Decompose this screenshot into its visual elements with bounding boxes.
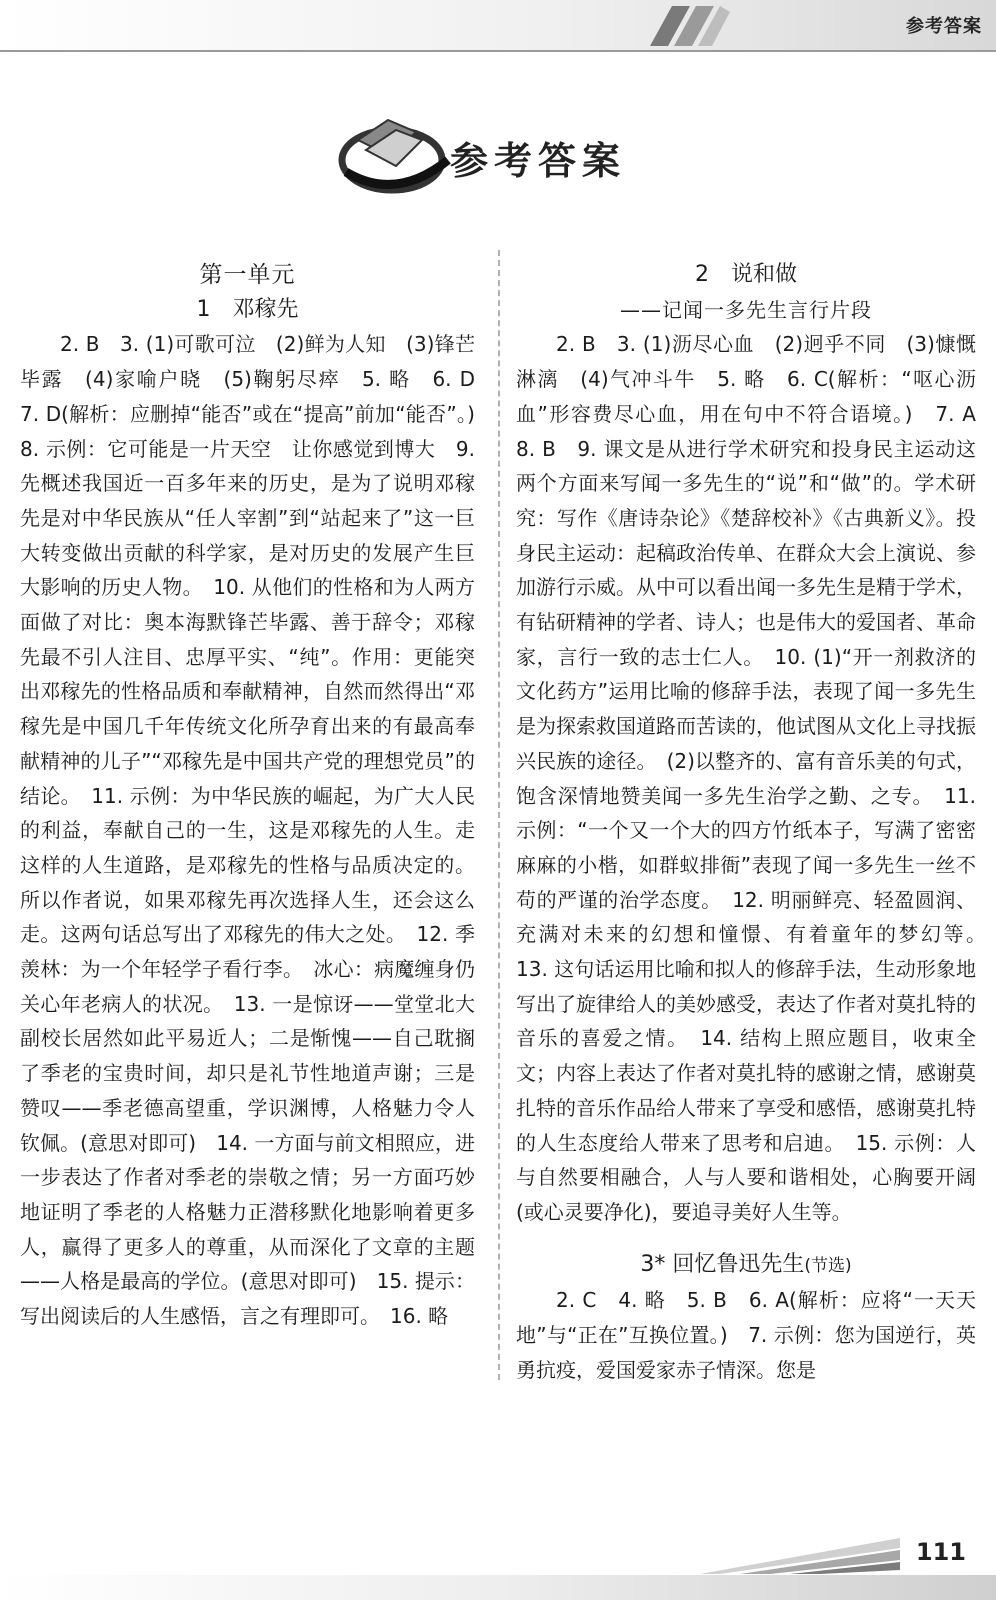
header-band xyxy=(0,0,996,50)
lesson-1-heading: 1 邓稼先 xyxy=(196,296,299,322)
column-divider xyxy=(498,250,500,1380)
page-title: 参考答案 xyxy=(450,139,627,183)
left-column xyxy=(20,258,495,1334)
page-number: 111 xyxy=(915,1538,966,1566)
lesson-3-note: (节选) xyxy=(804,1255,852,1276)
book-logo-icon xyxy=(336,110,456,200)
header-rule xyxy=(0,50,996,52)
footer-band xyxy=(0,1575,996,1600)
lesson-3-title: 3* 回忆鲁迅先生 xyxy=(640,1251,805,1277)
header-stripes-decoration xyxy=(640,6,730,46)
lesson-2-answers: 2. B 3. (1)沥尽心血 (2)迥乎不同 (3)慷慨淋漓 (4)气冲斗牛 5. 略 6. C(解析：“呕心沥血”形容费尽心血，用在句中不符合语境。) 7. A 8. B 9. 课文是从进行学术研究和投身民主运动这两个方面来写闻一多先生的“说”和“做”的。学术研究：写作《唐诗杂论》《楚辞校补》《古典新义》。投身民主运动：起稿政治传单、在群众大会上演说、参加游行示威。从中可以看出闻一多先生是精于学术，有钻研精神的学者、诗人；也是伟大的爱国者、革命家，言行一致的志士仁人。 10. (1)“开一剂救济的文化药方”运用比喻的修辞手法，表现了闻一多先生是为探索救国道路而苦读的，他试图从文化上寻找振兴民族的途径。 (2)以整齐的、富有音乐美的句式，饱含深情地赞美闻一多先生治学之勤、之专。 11. 示例：“一个又一个大的四方竹纸本子，写满了密密麻麻的小楷，如群蚁排衙”表现了闻一多先生一丝不苟的严谨的治学态度。 12. 明丽鲜亮、轻盈圆润、充满对未来的幻想和憧憬、有着童年的梦幻等。 13. 这句话运用比喻和拟人的修辞手法，生动形象地写出了旋律给人的美妙感受，表达了作者对莫扎特的音乐的喜爱之情。 14. 结构上照应题目，收束全文；内容上表达了作者对莫扎特的感谢之情，感谢莫扎特的音乐作品给人带来了享受和感悟，感谢莫扎特的人生态度给人带来了思考和启迪。 15. 示例：人与自然要相融合，人与人要和谐相处，心胸要开阔(或心灵要净化)，要追寻美好人生等。 xyxy=(516,332,996,1224)
lesson-2-subtitle: ——记闻一多先生言行片段 xyxy=(620,297,872,322)
running-header: 参考答案 xyxy=(906,16,982,37)
lesson-1-answers: 2. B 3. (1)可歌可泣 (2)鲜为人知 (3)锋芒毕露 (4)家喻户晓 (5)鞠躬尽瘁 5. 略 6. D 7. D(解析：应删掉“能否”或在“提高”前加“能否”。) 8. 示例：它可能是一片天空 让你感觉到博大 9. 先概述我国近一百多年来的历史，是为了说明邓稼先是对中华民族从“任人宰割”到“站起来了”这一巨大转变做出贡献的科学家，是对历史的发展产生巨大影响的历史人物。 10. 从他们的性格和为人两方面做了对比：奥本海默锋芒毕露、善于辞令；邓稼先最不引人注目、忠厚平实、“纯”。作用：更能突出邓稼先的性格品质和奉献精神，自然而然得出“邓稼先是中国几千年传统文化所孕育出来的有最高奉献精神的儿子”“邓稼先是中国共产党的理想党员”的结论。 11. 示例：为中华民族的崛起，为广大人民的利益，奉献自己的一生，这是邓稼先的人生。走这样的人生道路，是邓稼先的性格与品质决定的。所以作者说，如果邓稼先再次选择人生，还会这么走。这两句话总写出了邓稼先的伟大之处。 12. 季羡林：为一个年轻学子看行李。 冰心：病魔缠身仍关心年老病人的状况。 13. 一是惊讶——堂堂北大副校长居然如此平易近人；二是惭愧——自己耽搁了季老的宝贵时间，却只是礼节性地道声谢；三是赞叹——季老德高望重，学识渊博，人格魅力令人钦佩。(意思对即可) 14. 一方面与前文相照应，进一步表达了作者对季老的崇敬之情；另一方面巧妙地证明了季老的人格魅力正潜移默化地影响着更多人，赢得了更多人的尊重，从而深化了文章的主题——人格是最高的学位。(意思对即可) 15. 提示：写出阅读后的人生感悟，言之有理即可。 16. 略 xyxy=(20,332,495,1329)
lesson-3-heading xyxy=(516,1248,976,1284)
lesson-2-heading: 2 说和做 xyxy=(695,262,797,287)
right-column xyxy=(516,258,996,1388)
footer-stripes-decoration xyxy=(700,1508,900,1574)
lesson-3-answers: 2. C 4. 略 5. B 6. A(解析：应将“一天天地”与“正在”互换位置。) 7. 示例：您为国逆行，英勇抗疫，爱国爱家赤子情深。您是 xyxy=(516,1288,976,1382)
section-spacer xyxy=(516,1230,976,1248)
unit-heading: 第一单元 xyxy=(199,262,296,288)
